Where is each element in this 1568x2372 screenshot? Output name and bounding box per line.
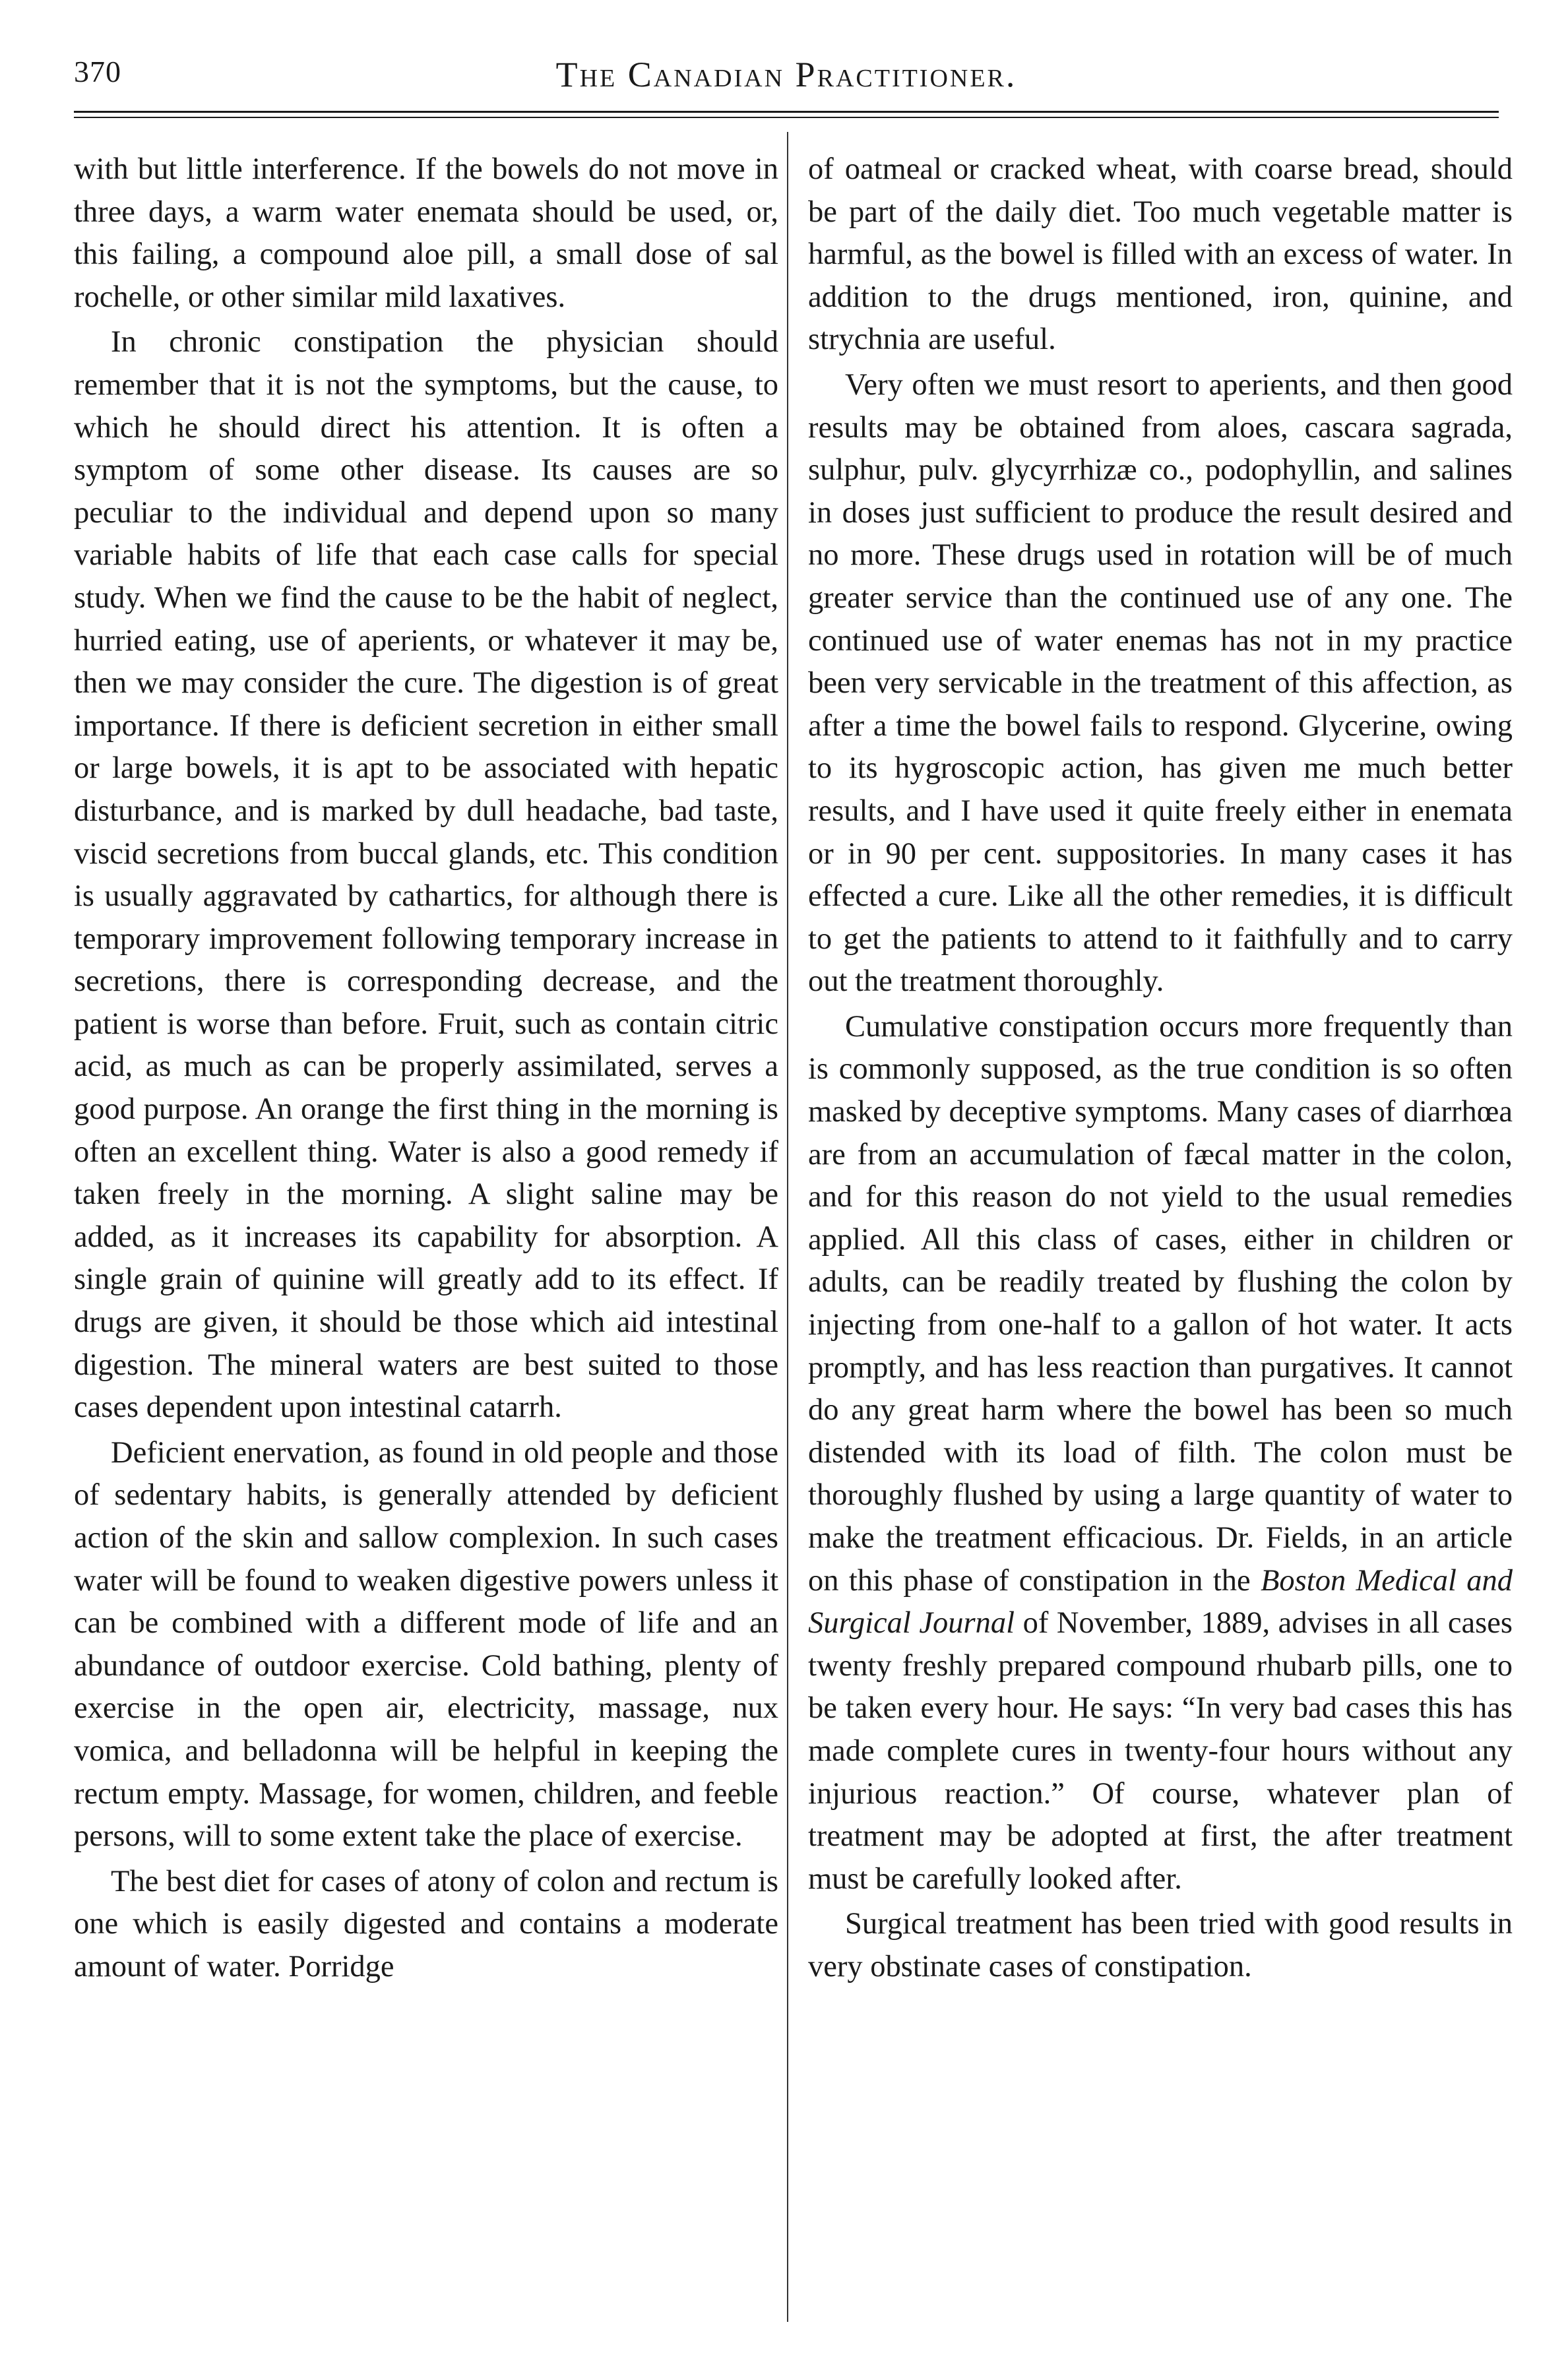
header-rule [74, 111, 1499, 113]
header-rule-thin [74, 117, 1499, 118]
paragraph: Very often we must resort to aperients, and then good results may be obtained from aloes, cascara sagrada, sulphur, pulv. glycyrrhizæ co., podophyllin, and salines in doses just sufficient to produce the result desired and no more. These drugs used in rotation will be of much greater service than the continued use of any one. The continued use of water enemas has not in my practice been very servicable in the treatment of this affection, as after a time the bowel fails to respond. Glycerine, owing to its hygroscopic action, has given me much better results, and I have used it quite freely either in enemata or in 90 per cent. suppositories. In many cases it has effected a cure. Like all the other remedies, it is difficult to get the patients to attend to it faithfully and to carry out the treatment thoroughly. [808, 367, 1513, 999]
paragraph: Deficient enervation, as found in old people and those of sedentary habits, is generally attended by deficient action of the skin and sallow complexion. In such cases water will be found to weaken digestive powers unless it can be combined with a different mode of life and an abundance of outdoor exercise. Cold bathing, plenty of exercise in the open air, electricity, massage, nux vomica, and belladonna will be helpful in keeping the rectum empty. Massage, for women, children, and feeble persons, will to some extent take the place of exercise. [74, 1435, 778, 1854]
journal-title: Boston Medical and Surgical Journal [808, 1563, 1513, 1640]
paragraph: Surgical treatment has been tried with good results in very obstinate cases of constipation. [808, 1907, 1513, 1983]
paragraph: In chronic constipation the physician should remember that it is not the symptoms, but the cause, to which he should direct his attention. It is often a symptom of some other disease. Its causes are so peculiar to the individual and depend upon so many variable habits of life that each case calls for special study. When we find the cause to be the habit of neglect, hurried eating, use of aperients, or whatever it may be, then we may consider the cure. The digestion is of great importance. If there is deficient secretion in either small or large bowels, it is apt to be associated with hepatic disturbance, and is marked by dull headache, bad taste, viscid secretions from buccal glands, etc. This condition is usually aggravated by cathartics, for although there is temporary improvement following temporary increase in secretions, there is corresponding decrease, and the patient is worse than before. Fruit, such as contain citric acid, as much as can be properly assimilated, serves a good purpose. An orange the first thing in the morning is often an excellent thing. Water is also a good remedy if taken freely in the morning. A slight saline may be added, as it increases its capability for absorption. A single grain of quinine will greatly add to its effect. If drugs are given, it should be those which aid intestinal digestion. The mineral waters are best suited to those cases dependent upon intestinal catarrh. [74, 325, 778, 1425]
paragraph: The best diet for cases of atony of colon and rectum is one which is easily digested and contains a moderate amount of water. Porridge [74, 1864, 778, 1983]
right-column [808, 148, 1513, 1989]
paragraph-text: Cumulative constipation occurs more frequently than is commonly supposed, as the true condition is so often masked by deceptive symptoms. Many cases of diarrhœa are from an accumulation of fæcal matter in the colon, and for this reason do not yield to the usual remedies applied. All this class of cases, either in children or adults, can be readily treated by flushing the colon by injecting from one-half to a gallon of hot water. It acts promptly, and has less reaction than purgatives. It cannot do any great harm where the bowel has been so much distended with its load of filth. The colon must be thoroughly flushed by using a large quantity of water to make the treatment efficacious. Dr. Fields, in an article on this phase of constipation in the [808, 1009, 1513, 1598]
paragraph: of oatmeal or cracked wheat, with coarse bread, should be part of the daily diet. Too much vegetable matter is harmful, as the bowel is filled with an excess of water. In addition to the drugs mentioned, iron, quinine, and strychnia are useful. [808, 152, 1513, 357]
paragraph-text: of November, 1889, advises in all cases twenty freshly prepared compound rhubarb pills, one to be taken every hour. He says: “In very bad cases this has made complete cures in twenty-four hours without any injurious reaction.” Of course, whatever plan of treatment may be adopted at first, the after treatment must be carefully looked after. [808, 1606, 1513, 1896]
left-column [74, 148, 778, 1989]
paragraph: with but little interference. If the bowels do not move in three days, a warm water enemata should be used, or, this failing, a compound aloe pill, a small dose of sal rochelle, or other similar mild laxatives. [74, 152, 778, 314]
page-number: 370 [74, 55, 121, 88]
column-divider [787, 132, 788, 2322]
running-title: The Canadian Practitioner. [555, 55, 1017, 94]
running-header [74, 54, 1499, 100]
paragraph [808, 1006, 1513, 1900]
